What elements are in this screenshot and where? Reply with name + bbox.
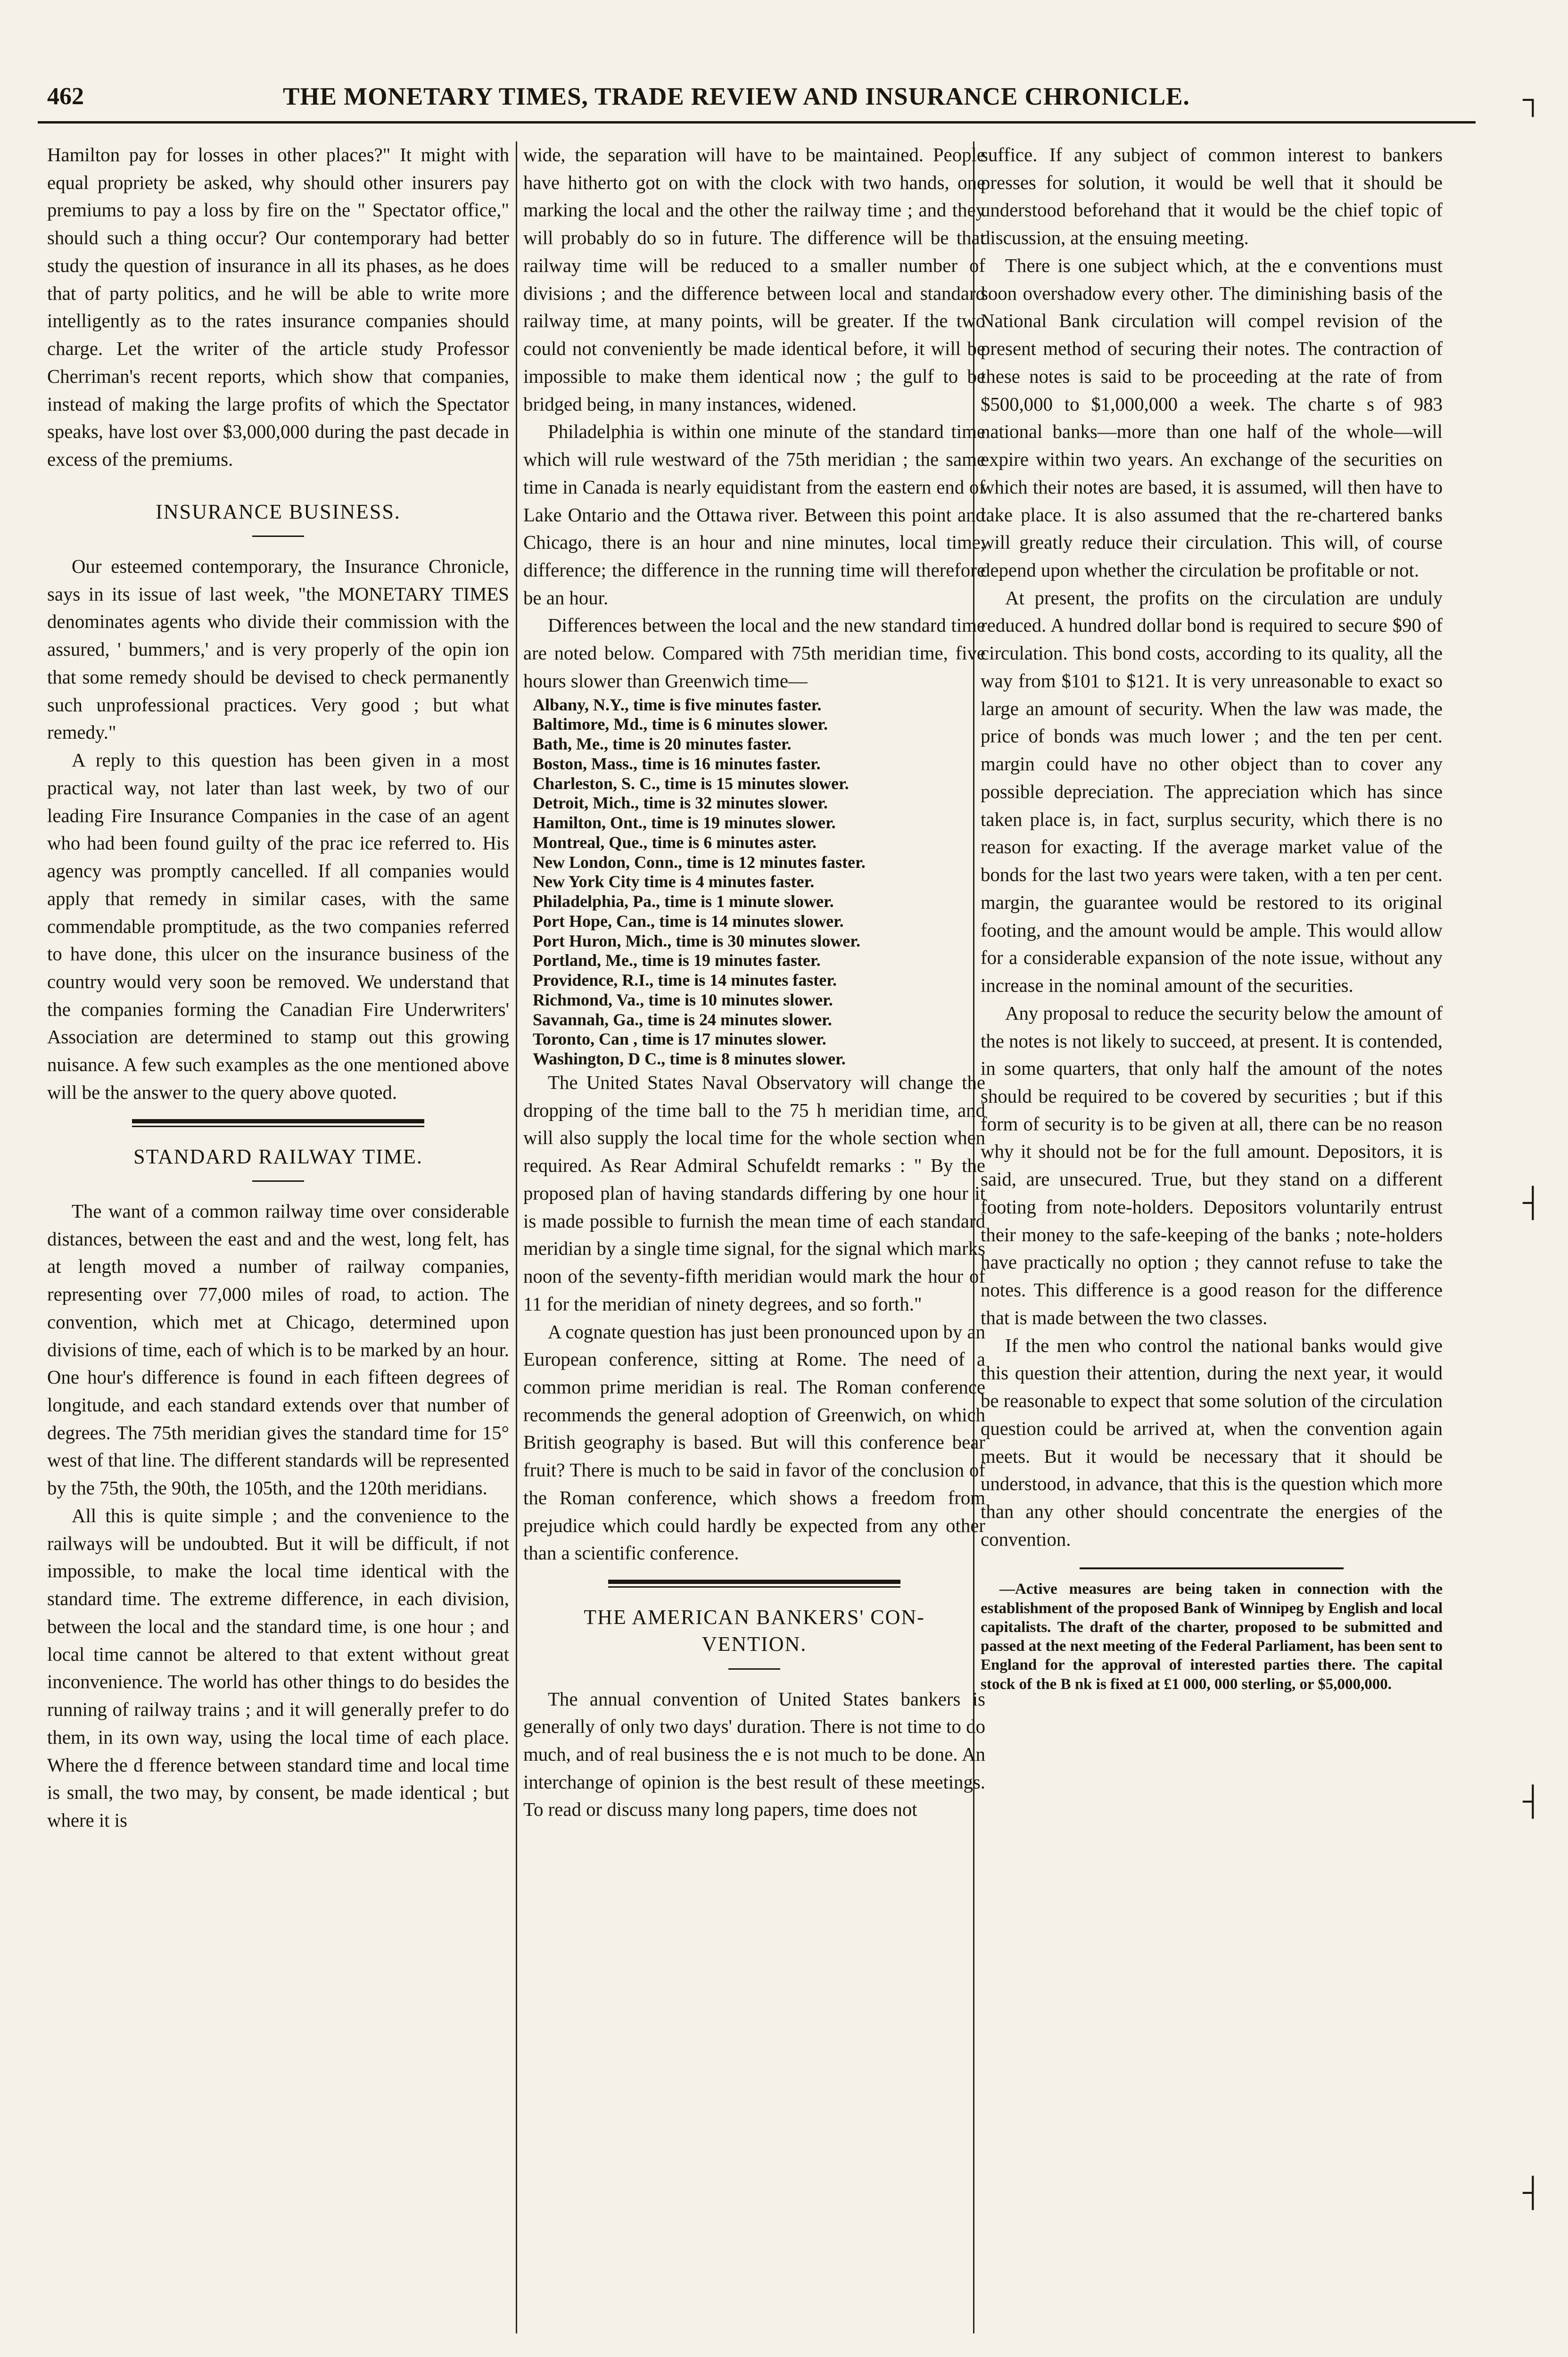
list-item: Washington, D C., time is 8 minutes slower. bbox=[533, 1049, 846, 1069]
paragraph: Our esteemed contemporary, the Insurance Chronicle, says in its issue of last week, "the MONETARY TIMES denominates agents who divide their commission with the assured, ' bummers,' and is very properly of the opin ion that some remedy should be devised to check permanently such unprofessional practices. Very good ; but what remedy." bbox=[47, 556, 509, 743]
list-item: Charleston, S. C., time is 15 minutes slower. bbox=[533, 774, 849, 793]
time-difference-list bbox=[533, 695, 985, 1069]
column-divider bbox=[516, 141, 517, 2333]
list-item: Detroit, Mich., time is 32 minutes slower. bbox=[533, 793, 828, 813]
paragraph: wide, the separation will have to be maintained. People have hitherto got on with the clock with two hands, one marking the local and the other the railway time ; and they will probably do so in future. The difference will be that railway time will be reduced to a smaller number of divisions ; and the difference between local and standard railway time, at many points, will be greater. If the two could not conveniently be made identical before, it will be impossible to make them identical now ; the gulf to be bridged being, in many instances, widened. bbox=[523, 144, 985, 415]
list-item: Providence, R.I., time is 14 minutes faster. bbox=[533, 971, 837, 990]
heading-rule bbox=[252, 1180, 304, 1182]
paragraph: A cognate question has just been pronounced upon by an European conference, sitting at Rome. The need of a common prime meridian is real. The Roman conference recommends the general adoption of Greenwich, on which British geography is based. But will this conference bear fruit? There is much to be said in favor of the conclusion of the Roman conference, which shows a freedom from prejudice which could hardly be expected from any other than a scientific conference. bbox=[523, 1321, 985, 1564]
paragraph: Any proposal to reduce the security below the amount of the notes is not likely to succeed, at present. It is contended, in some quarters, that only half the amount of the notes should be required to be covered by securities ; but if this form of security is to be given at all, there can be no reason why it should not be for the full amount. Depositors, it is said, are unsecured. True, but they stand on a different footing from note-holders. Depositors voluntarily entrust their money to the safe-keeping of the banks ; note-holders have practically no option ; they cannot refuse to take the notes. This difference is a good reason for the difference that is made between the two classes. bbox=[981, 1002, 1443, 1328]
binding-mark: ┤ bbox=[1523, 1785, 1543, 1816]
paragraph: A reply to this question has been given in a most practical way, not later than last week, by two of our leading Fire Insurance Companies in the case of an agent who had been found guilty of the prac ice referred to. His agency was promptly cancelled. If all companies would apply that remedy in similar cases, with the same commendable promptitude, as the two companies referred to have done, this ulcer on the insurance business of the country would very soon be removed. We understand that the companies forming the Canadian Fire Underwriters' Association are determined to stamp out this growing nuisance. A few such examples as the one mentioned above will be the answer to the query above quoted. bbox=[47, 750, 509, 1103]
paragraph: Hamilton pay for losses in other places?" It might with equal propriety be asked, why should other insurers pay premiums to pay a loss by fire on the " Spectator office," should such a thing occur? Our contemporary had better study the question of insurance in all its phases, as he does that of party politics, and he will be able to write more intelligently as to the rates insurance companies should charge. Let the writer of the article study Professor Cherriman's recent reports, which show that companies, instead of making the large profits of which the Spectator speaks, have lost over $3,000,000 during the past decade in excess of the premiums. bbox=[47, 144, 509, 470]
heading-rule bbox=[728, 1668, 780, 1670]
list-item: Savannah, Ga., time is 24 minutes slower. bbox=[533, 1010, 832, 1029]
binding-mark: ┤ bbox=[1523, 2176, 1543, 2208]
paragraph: The want of a common railway time over considerable distances, between the east and and the west, long felt, has at length moved a number of railway companies, representing over 77,000 miles of road, to action. The convention, which met at Chicago, determined upon divisions of time, each of which is to be marked by an hour. One hour's difference is found in each fifteen degrees of longitude, and each standard extends over that number of degrees. The 75th meridian gives the standard time for 15° west of that line. The different standards will be represented by the 75th, the 90th, the 105th, and the 120th meridians. bbox=[47, 1200, 509, 1499]
list-item: Albany, N.Y., time is five minutes faster. bbox=[533, 695, 822, 714]
heading-rule bbox=[252, 536, 304, 537]
list-item: New London, Conn., time is 12 minutes faster. bbox=[533, 852, 866, 872]
paragraph: Differences between the local and the new standard time are noted below. Compared with 75th meridian time, five hours slower than Greenwich time— bbox=[523, 615, 985, 692]
paragraph: There is one subject which, at the e conventions must soon overshadow every other. The diminishing basis of the National Bank circulation will compel revision of the present method of securing their notes. The contraction of these notes is said to be proceeding at the rate of from $500,000 to $1,000,000 a week. The charte s of 983 national banks—more than one half of the whole—will expire within two years. An exchange of the securities on which their notes are based, it is assumed, will then have to take place. It is also assumed that the re-chartered banks will greatly reduce their circulation. This will, of course depend upon whether the circulation be profitable or not. bbox=[981, 255, 1443, 581]
column-3 bbox=[981, 141, 1443, 2272]
column-2 bbox=[523, 141, 985, 2272]
column-1 bbox=[47, 141, 509, 2272]
binding-mark: ┤ bbox=[1523, 1187, 1543, 1218]
running-title: THE MONETARY TIMES, TRADE REVIEW AND INSURANCE CHRONICLE. bbox=[283, 83, 1190, 110]
paragraph: suffice. If any subject of common interest to bankers presses for solution, it would be well that it should be understood beforehand that it would be the chief topic of discussion, at the ensuing meeting. bbox=[981, 144, 1443, 249]
paragraph: The annual convention of United States bankers is generally of only two days' duration. There is not time to do much, and of real business the e is not much to be done. An interchange of opinion is the best result of these meetings. To read or discuss many long papers, time does not bbox=[523, 1688, 985, 1821]
list-item: Hamilton, Ont., time is 19 minutes slower. bbox=[533, 813, 836, 832]
binding-mark: ┐ bbox=[1523, 83, 1543, 115]
list-item: Bath, Me., time is 20 minutes faster. bbox=[533, 734, 792, 754]
section-divider bbox=[132, 1119, 424, 1127]
news-note bbox=[981, 1580, 1443, 1694]
list-item: Richmond, Va., time is 10 minutes slower. bbox=[533, 990, 833, 1009]
section-heading-standard-railway-time: STANDARD RAILWAY TIME. bbox=[133, 1145, 423, 1168]
section-heading-insurance-business: INSURANCE BUSINESS. bbox=[156, 500, 401, 523]
paragraph: At present, the profits on the circulation are unduly reduced. A hundred dollar bond is required to secure $90 of circulation. This bond costs, according to its quality, all the way from $101 to $121. It is very unreasonable to exact so large an amount of security. When the law was made, the price of bonds was much lower ; and the ten per cent. margin could have no other object than to cover any possible depreciation. The appreciation which has since taken place is, in fact, surplus security, which there is no reason for exacting. If the average market value of the bonds for the last two years were taken, with a ten per cent. margin, the guarantee would be restored to its original footing, and the amount would be ample. This would allow for a considerable expansion of the note issue, without any increase in the nominal amount of the securities. bbox=[981, 587, 1443, 997]
header-rule bbox=[38, 121, 1476, 124]
page-header bbox=[38, 78, 1476, 130]
list-item: Port Hope, Can., time is 14 minutes slower. bbox=[533, 911, 844, 931]
list-item: New York City time is 4 minutes faster. bbox=[533, 872, 815, 891]
paragraph: The United States Naval Observatory will change the dropping of the time ball to the 75 h meridian time, and will also supply the local time for the whole section when required. As Rear Admiral Schufeldt remarks : " By the proposed plan of having standards differing by one hour it is made possible to furnish the mean time of each standard meridian by a single time signal, for the signal which marks noon of the seventy-fifth meridian would mark the hour of 11 for the meridian of ninety degrees, and so forth." bbox=[523, 1071, 985, 1315]
paragraph: All this is quite simple ; and the convenience to the railways will be undoubted. But it will be difficult, if not impossible, to make the local time identical with the standard time. The extreme difference, in each division, between the local and the standard time, is one hour ; and local time cannot be altered to that extent without great inconvenience. The world has other things to do besides the running of railway trains ; and it will generally prefer to do them, in its own way, using the local time of each place. Where the d fference between standard time and local time is small, the two may, by consent, be made identical ; but where it is bbox=[47, 1505, 509, 1831]
section-heading-american-bankers-convention-2: VENTION. bbox=[701, 1632, 807, 1656]
list-item: Toronto, Can , time is 17 minutes slower. bbox=[533, 1030, 826, 1049]
list-item: Boston, Mass., time is 16 minutes faster. bbox=[533, 754, 821, 773]
list-item: Baltimore, Md., time is 6 minutes slower. bbox=[533, 715, 828, 734]
list-item: Montreal, Que., time is 6 minutes aster. bbox=[533, 832, 817, 852]
paragraph: If the men who control the national banks would give this question their attention, during the next year, it would be reasonable to expect that some solution of the circulation question could be arrived at, when the convention again meets. But it would be necessary that it should be understood, in advance, that this is the question which more than any other should concentrate the energies of the convention. bbox=[981, 1335, 1443, 1550]
page-number: 462 bbox=[47, 83, 84, 110]
section-divider bbox=[608, 1580, 900, 1588]
list-item: Portland, Me., time is 19 minutes faster. bbox=[533, 951, 821, 970]
section-heading-american-bankers-convention: THE AMERICAN BANKERS' CON- bbox=[584, 1606, 925, 1629]
list-item: Port Huron, Mich., time is 30 minutes slower. bbox=[533, 931, 860, 950]
paragraph: Philadelphia is within one minute of the standard time which will rule westward of the 75th meridian ; the same time in Canada is nearly equidistant from the eastern end of Lake Ontario and the Ottawa river. Between this point and Chicago, there is an hour and nine minutes, local time, difference; the difference in the running time will therefore be an hour. bbox=[523, 421, 985, 609]
paragraph: —Active measures are being taken in connection with the establishment of the proposed Bank of Winnipeg by English and local capitalists. The draft of the charter, proposed to be submitted and passed at the next meeting of the Federal Parliament, has been sent to England for the approval of interested parties there. The capital stock of the B nk is fixed at £1 000, 000 sterling, or $5,000,000. bbox=[981, 1581, 1443, 1693]
list-item: Philadelphia, Pa., time is 1 minute slower. bbox=[533, 892, 834, 911]
